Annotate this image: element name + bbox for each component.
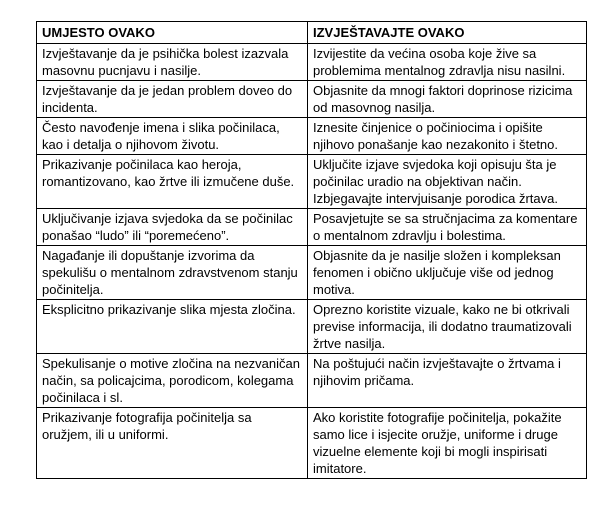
cell-report-text: Uključite izjave svjedoka koji opisuju šta je počinilac uradio na objektivan način. — [313, 157, 557, 189]
cell-instead: Često navođenje imena i slika počinilaca, kao i detalja o njihovom životu. — [37, 118, 308, 155]
table-row — [37, 81, 587, 118]
table-row — [37, 300, 587, 354]
cell-instead: Izvještavanje da je jedan problem doveo do incidenta. — [37, 81, 308, 118]
header-report: IZVJEŠTAVAJTE OVAKO — [308, 22, 587, 44]
table-row — [37, 44, 587, 81]
cell-report: Oprezno koristite vizuale, kako ne bi otkrivali previse informacija, ili dodatno traumatizovali žrtve nasilja. — [308, 300, 587, 354]
header-instead: UMJESTO OVAKO — [37, 22, 308, 44]
guidelines-table — [36, 21, 587, 479]
cell-report — [308, 155, 587, 209]
cell-instead: Spekulisanje o motive zločina na nezvaničan način, sa policajcima, porodicom, kolegama počinilaca i sl. — [37, 354, 308, 408]
cell-instead: Prikazivanje počinilaca kao heroja, romantizovano, kao žrtve ili izmučene duše. — [37, 155, 308, 209]
table-row — [37, 118, 587, 155]
cell-report-text-extra: Izbjegavajte intervjuisanje porodica žrtava. — [313, 191, 558, 206]
cell-report: Na poštujući način izvještavajte o žrtvama i njihovim pričama. — [308, 354, 587, 408]
cell-report: Objasnite da mnogi faktori doprinose rizicima od masovnog nasilja. — [308, 81, 587, 118]
cell-report: Ako koristite fotografije počinitelja, pokažite samo lice i isjecite oružje, uniforme i druge vizuelne elemente koji bi mogli inspirisati imitatore. — [308, 408, 587, 479]
table-row — [37, 209, 587, 246]
cell-instead: Eksplicitno prikazivanje slika mjesta zločina. — [37, 300, 308, 354]
table-row — [37, 408, 587, 479]
table-row — [37, 354, 587, 408]
cell-instead: Izvještavanje da je psihička bolest izazvala masovnu pucnjavu i nasilje. — [37, 44, 308, 81]
table-header-row — [37, 22, 587, 44]
table-row — [37, 155, 587, 209]
cell-instead: Nagađanje ili dopuštanje izvorima da spekulišu o mentalnom zdravstvenom stanju počinitelja. — [37, 246, 308, 300]
cell-report: Posavjetujte se sa stručnjacima za komentare o mentalnom zdravlju i bolestima. — [308, 209, 587, 246]
cell-report: Objasnite da je nasilje složen i kompleksan fenomen i obično uključuje više od jednog motiva. — [308, 246, 587, 300]
cell-instead: Prikazivanje fotografija počinitelja sa oružjem, ili u uniformi. — [37, 408, 308, 479]
cell-report: Iznesite činjenice o počiniocima i opišite njihovo ponašanje kao nezakonito i štetno. — [308, 118, 587, 155]
table-row — [37, 246, 587, 300]
cell-instead: Uključivanje izjava svjedoka da se počinilac ponašao “ludo” ili “poremećeno”. — [37, 209, 308, 246]
cell-report: Izvijestite da većina osoba koje žive sa problemima mentalnog zdravlja nisu nasilni. — [308, 44, 587, 81]
